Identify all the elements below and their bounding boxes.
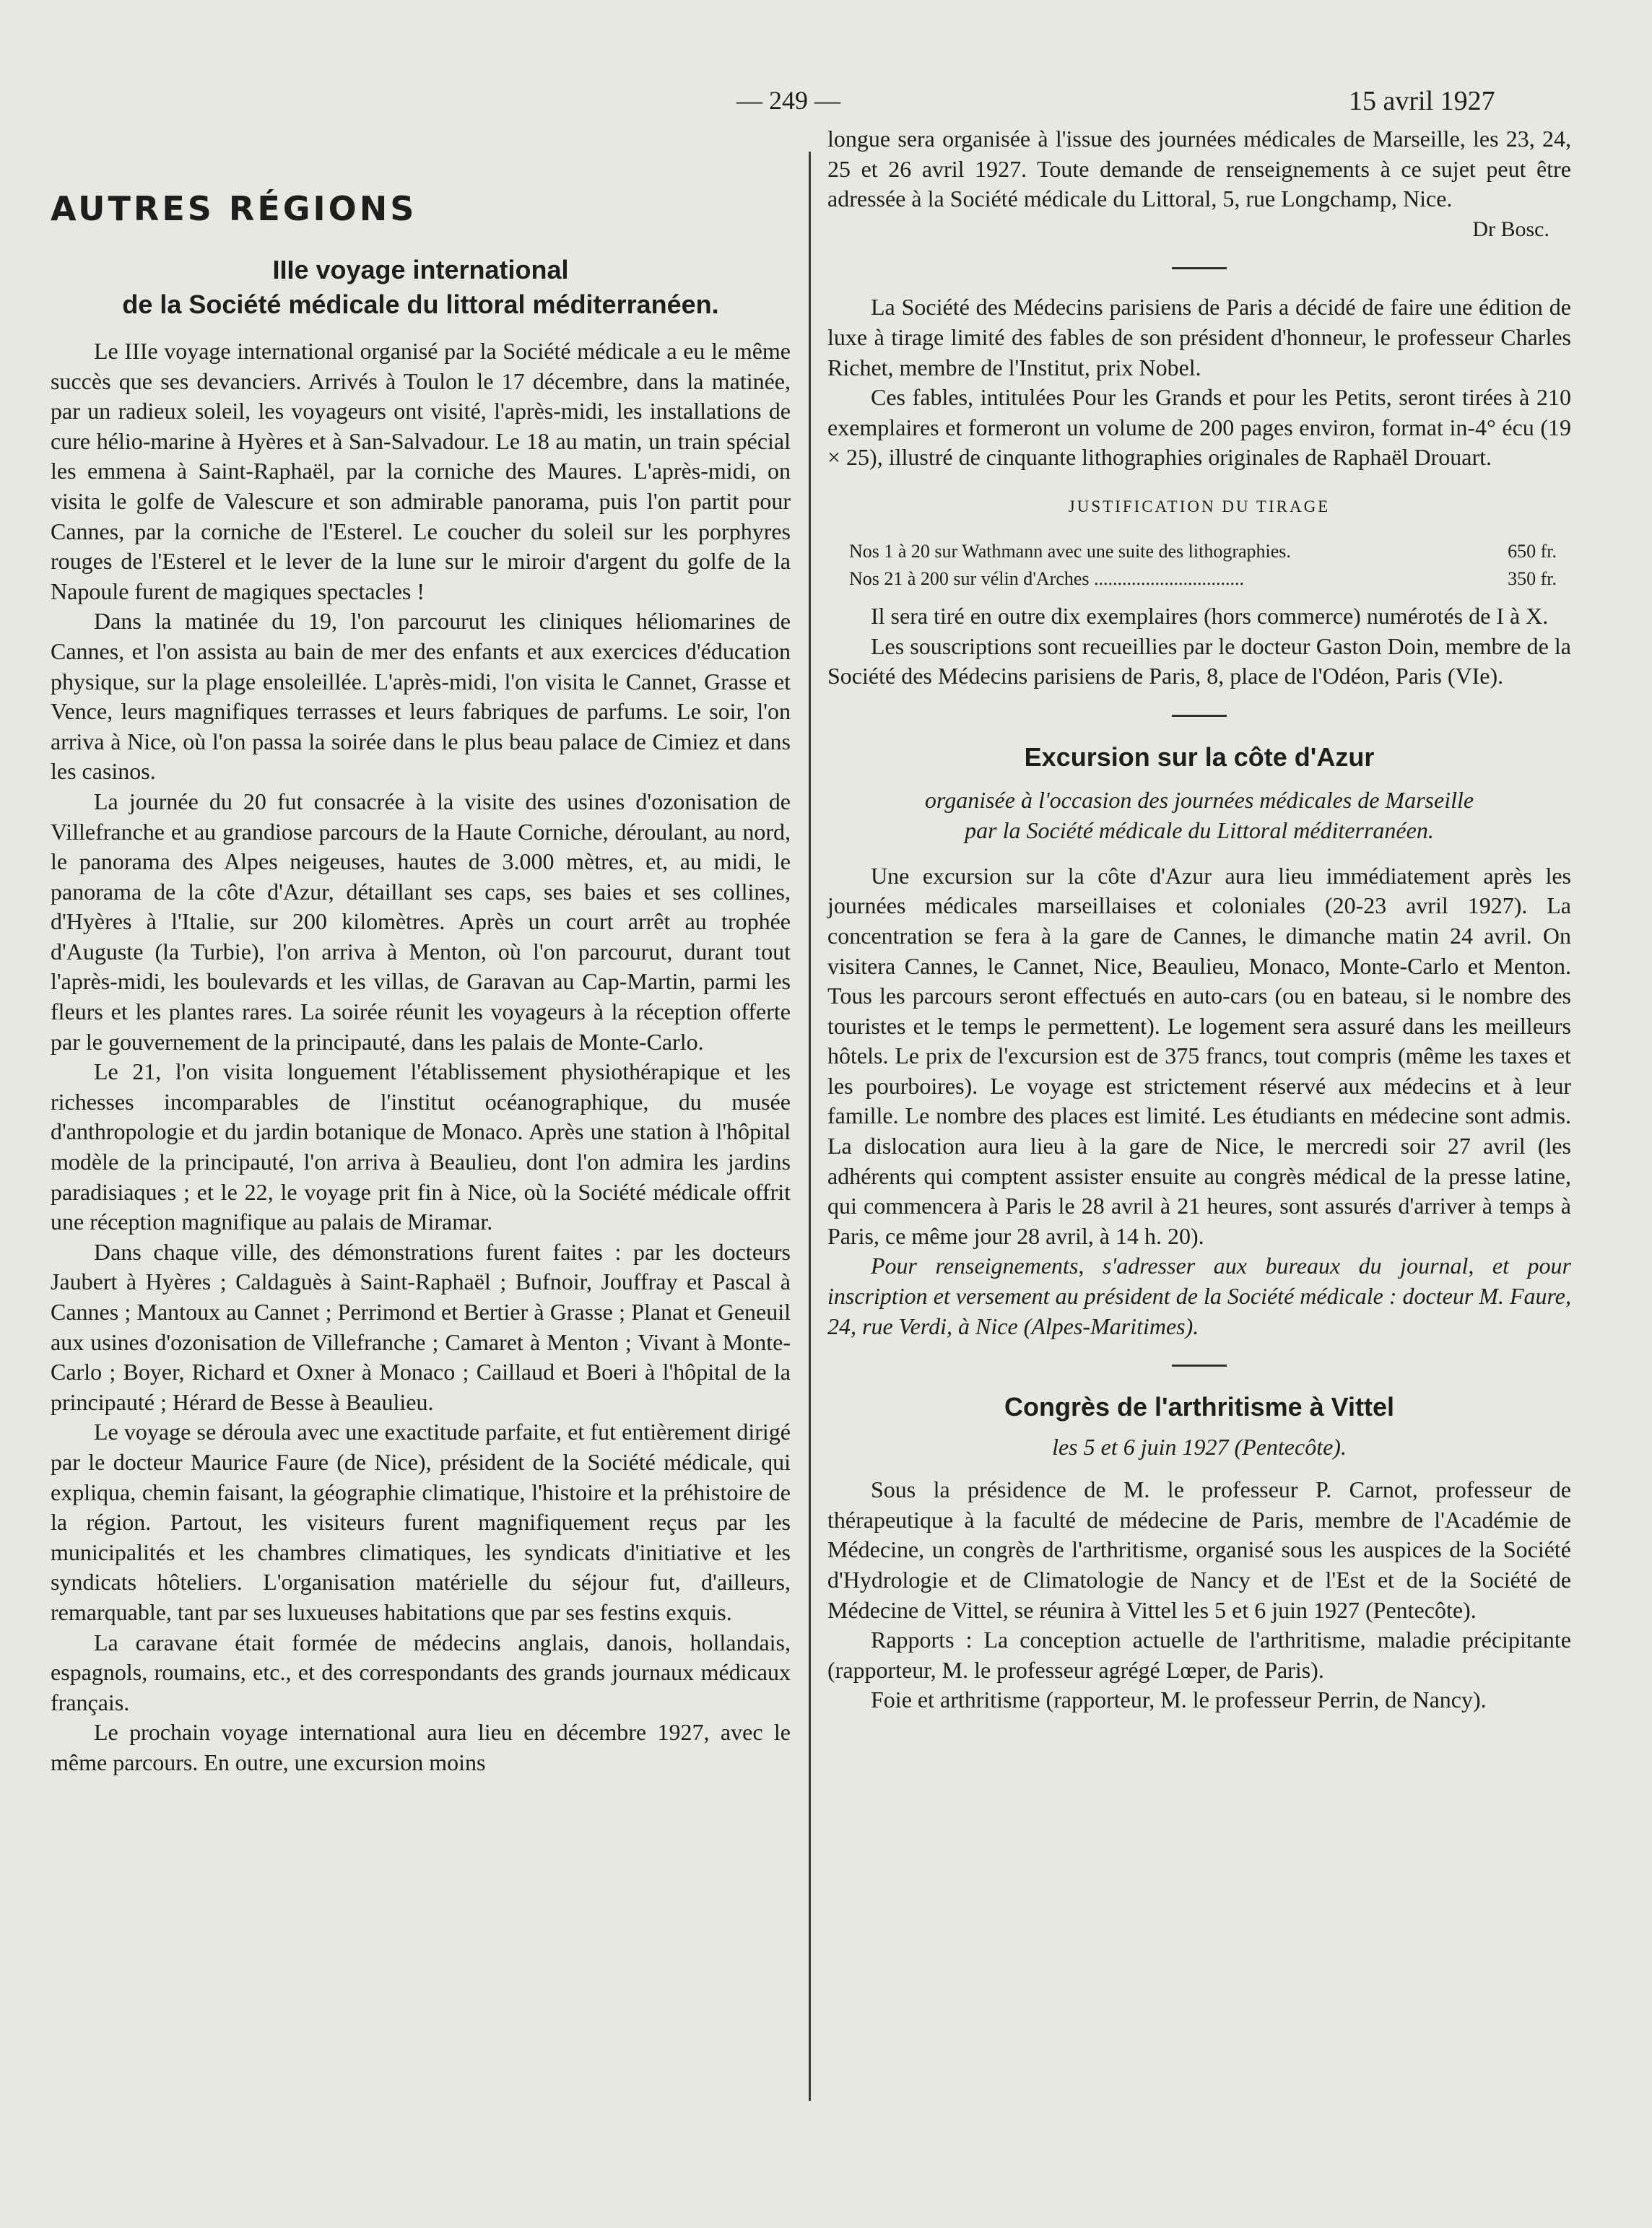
edition-row	[827, 538, 1571, 565]
article-paragraph: Le prochain voyage international aura lieu en décembre 1927, avec le même parcours. En outre, une excursion moins	[51, 1719, 791, 1775]
page-header	[0, 85, 1652, 129]
edition-price: 650 fr.	[1508, 540, 1557, 562]
edition-row	[827, 565, 1571, 593]
fables-paragraph: Les souscriptions sont recueillies par le docteur Gaston Doin, membre de la Société des Médecins parisiens de Paris, 8, place de l'Odéon, Paris (VIe).	[827, 632, 1571, 689]
fables-paragraph: La Société des Médecins parisiens de Paris a décidé de faire une édition de luxe à tirage limité des fables de son président d'honneur, le professeur Charles Richet, membre de l'Institut, prix Nobel.	[827, 294, 1571, 380]
excursion-title: Excursion sur la côte d'Azur	[1024, 741, 1375, 772]
left-column	[51, 189, 791, 1778]
article-paragraph: Le IIIe voyage international organisé par la Société médicale a eu le même succès que ses devanciers. Arrivés à Toulon le 17 décembre, dans la matinée, par un radieux soleil, les voyageurs ont visité, l'après-midi, les installations de cure hélio-marine à Hyères et à San-Salvadour. Le 18 au matin, un train spécial les emmena à Saint-Raphaël, par la corniche des Maures. L'après-midi, on visita le golfe de Valescure et son admirable panorama, puis l'on partit pour Cannes, par la corniche de l'Esterel. Le coucher du soleil sur les porphyres rouges de l'Esterel et le lever de la lune sur le miroir d'argent du golfe de la Napoule furent de magiques spectacles !	[51, 338, 791, 604]
separator-rule	[1172, 715, 1227, 717]
excursion-paragraph: Une excursion sur la côte d'Azur aura lieu immédiatement après les journées médicales marseillaises et coloniales (20-23 avril 1927). La concentration se fera à la gare de Cannes, le dimanche matin 24 avril. On visitera Cannes, le Cannet, Nice, Beaulieu, Monaco, Monte-Carlo et Menton. Tous les parcours seront effectués en auto-cars (ou en bateau, si le nombre des touristes et le temps le permettent). Le logement sera assuré dans les meilleurs hôtels. Le prix de l'excursion est de 375 francs, tout compris (même les taxes et les pourboires). Le voyage est strictement réservé aux médecins et à leur famille. Le nombre des places est limité. Les étudiants en médecine sont admis. La dislocation aura lieu à la gare de Nice, le mercredi soir 27 avril (les adhérents qui comptent assister ensuite au congrès médical de la presse latine, qui commencera à Paris le 28 avril à 21 heures, sont assurés d'arriver à temps à Paris, ce même jour 28 avril, à 14 h. 20).	[827, 862, 1571, 1249]
article-title-line1: IIIe voyage international	[272, 255, 569, 284]
edition-label: Nos 21 à 200 sur vélin d'Arches ................................	[849, 567, 1245, 589]
separator-rule	[1172, 1365, 1227, 1367]
excursion-subtitle-line1: organisée à l'occasion des journées médicales de Marseille	[924, 786, 1474, 813]
edition-label: Nos 1 à 20 sur Wathmann avec une suite des lithographies.	[849, 540, 1291, 562]
separator-rule	[1172, 267, 1227, 269]
issue-date: 15 avril 1927	[1349, 86, 1495, 116]
congres-paragraph: Sous la présidence de M. le professeur P. Carnot, professeur de thérapeutique à la faculté de médecine de Paris, membre de l'Académie de Médecine, un congrès de l'arthritisme, organisé sous les auspices de la Société d'Hydrologie et de Climatologie de Nancy et de l'Est et de la Société de Médecine de Vittel, se réunira à Vittel les 5 et 6 juin 1927 (Pentecôte).	[827, 1476, 1571, 1623]
right-column	[827, 124, 1571, 1715]
article-paragraph: Dans chaque ville, des démonstrations furent faites : par les docteurs Jaubert à Hyères ; Caldaguès à Saint-Raphaël ; Bufnoir, Jouffray et Pascal à Cannes ; Mantoux au Cannet ; Perrimond et Bertier à Grasse ; Planat et Geneuil aux usines d'ozonisation de Villefranche ; Camaret à Menton ; Vivant à Monte-Carlo ; Boyer, Richard et Oxner à Monaco ; Caillaud et Boeri à l'hôpital de la principauté ; Hérard de Besse à Beaulieu.	[51, 1238, 791, 1415]
article-title-line2: de la Société médicale du littoral méditerranéen.	[122, 290, 719, 319]
article-paragraph: La caravane était formée de médecins anglais, danois, hollandais, espagnols, roumains, etc., et des correspondants des grands journaux médicaux français.	[51, 1629, 791, 1715]
edition-price: 350 fr.	[1508, 567, 1557, 589]
signature: Dr Bosc.	[1472, 217, 1549, 241]
congres-paragraph: Rapports : La conception actuelle de l'arthritisme, maladie précipitante (rapporteur, M. le professeur agrégé Lœper, de Paris).	[827, 1627, 1571, 1683]
article-paragraph: Le voyage se déroula avec une exactitude parfaite, et fut entièrement dirigé par le docteur Maurice Faure (de Nice), président de la Société médicale, qui expliqua, chemin faisant, la géographie climatique, l'histoire et la préhistoire de la région. Partout, les visiteurs furent magnifiquement reçus par les municipalités et les chambres climatiques, les syndicats d'initiative et les syndicats hôteliers. L'organisation matérielle du séjour fut, d'ailleurs, remarquable, tant par ses luxueuses habitations que par ses festins exquis.	[51, 1419, 791, 1625]
continuation-paragraph: longue sera organisée à l'issue des journées médicales de Marseille, les 23, 24, 25 et 26 avril 1927. Toute demande de renseignements à ce sujet peut être adressée à la Société médicale du Littoral, 5, rue Longchamp, Nice.	[827, 126, 1571, 212]
congres-title: Congrès de l'arthritisme à Vittel	[1004, 1392, 1395, 1422]
article-paragraph: La journée du 20 fut consacrée à la visite des usines d'ozonisation de Villefranche et au grandiose parcours de la Haute Corniche, déroulant, au nord, le panorama des Alpes neigeuses, hautes de 3.000 mètres, et, au midi, le panorama de la côte d'Azur, détaillant ses caps, ses baies et ses collines, d'Hyères à l'Italie, sur 200 kilomètres. Après un court arrêt au trophée d'Auguste (la Turbie), l'on arriva à Menton, où l'on parcourut, durant tout l'après-midi, les boulevards et les villas, de Garavan au Cap-Martin, parmi les fleurs et les plantes rares. La soirée réunit les voyageurs à la réception offerte par le gouvernement de la principauté, dans les palais de Monte-Carlo.	[51, 788, 791, 1055]
fables-paragraph: Ces fables, intitulées Pour les Grands et pour les Petits, seront tirées à 210 exemplaires et formeront un volume de 200 pages environ, format in-4° écu (19 × 25), illustré de cinquante lithographies originales de Raphaël Drouart.	[827, 384, 1571, 471]
column-divider	[809, 152, 811, 2101]
page-number: — 249 —	[736, 86, 840, 115]
section-title: AUTRES RÉGIONS	[51, 189, 417, 228]
fables-paragraph: Il sera tiré en outre dix exemplaires (hors commerce) numérotés de I à X.	[871, 602, 1549, 629]
congres-paragraph: Foie et arthritisme (rapporteur, M. le professeur Perrin, de Nancy).	[871, 1687, 1487, 1713]
excursion-note: Pour renseignements, s'adresser aux bureaux du journal, et pour inscription et versement au président de la Société médicale : docteur M. Faure, 24, rue Verdi, à Nice (Alpes-Maritimes).	[827, 1253, 1571, 1339]
excursion-subtitle-line2: par la Société médicale du Littoral méditerranéen.	[965, 817, 1434, 843]
article-paragraph: Le 21, l'on visita longuement l'établissement physiothérapique et les richesses incomparables de l'institut océanographique, du musée d'anthropologie et du jardin botanique de Monaco. Après une station à l'hôpital modèle de la principauté, l'on arriva à Beaulieu, dont l'on admira les jardins paradisiaques ; et le 22, le voyage prit fin à Nice, où la Société médicale offrit une réception magnifique au palais de Miramar.	[51, 1058, 791, 1235]
article-paragraph: Dans la matinée du 19, l'on parcourut les cliniques héliomarines de Cannes, et l'on assista au bain de mer des enfants et aux exercices d'éducation physique, sur la plage ensoleillée. L'après-midi, l'on visita le Cannet, Grasse et Vence, leurs magnifiques terrasses et leurs fabriques de parfums. Le soir, l'on arriva à Nice, où l'on passa la soirée dans le plus beau palace de Cimiez et dans les casinos.	[51, 608, 791, 785]
justification-heading: JUSTIFICATION DU TIRAGE	[1068, 497, 1331, 515]
congres-subtitle: les 5 et 6 juin 1927 (Pentecôte).	[1052, 1434, 1347, 1461]
